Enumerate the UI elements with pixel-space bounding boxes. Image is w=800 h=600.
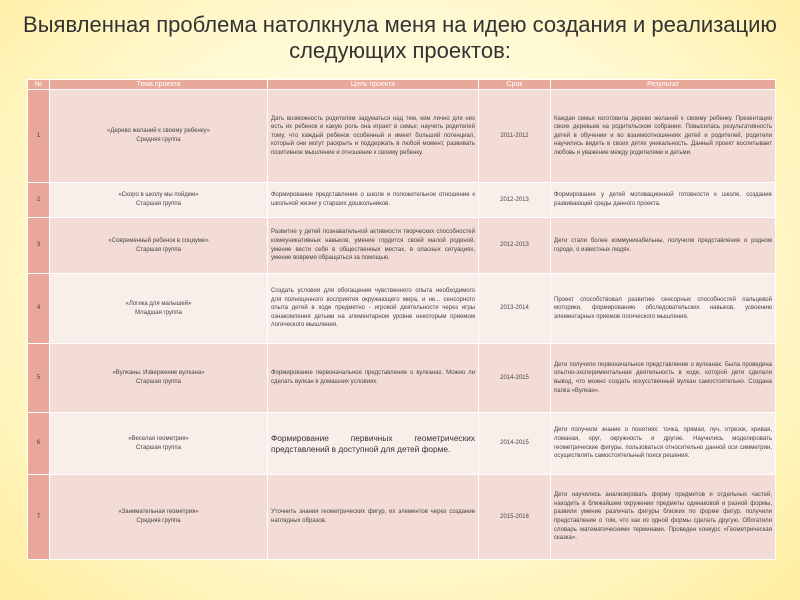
table-row xyxy=(28,90,776,183)
project-goal: Уточнить знания геометрических фигур, их элементов через создание наглядных образов. xyxy=(268,475,479,560)
header-num: № xyxy=(28,80,50,90)
project-goal: Формирование первичных геометрических представлений в доступной для детей форме. xyxy=(268,413,479,475)
project-term: 2014-2015 xyxy=(479,413,551,475)
project-group: Старшая группа xyxy=(135,201,182,207)
project-term: 2012-2013 xyxy=(479,218,551,274)
project-result: Дети стали более коммуникабельны, получили представления о родном городе, о известных людях. xyxy=(551,218,776,274)
project-theme: «Веселая геометрия» xyxy=(128,435,189,442)
table-row xyxy=(28,274,776,344)
project-group: Младшая группа xyxy=(135,309,182,316)
project-theme: «Дерево желаний к своему ребенку» xyxy=(107,128,210,135)
project-theme: «Логика для малышей» xyxy=(125,300,192,307)
project-theme-cell xyxy=(50,274,268,344)
project-group: Средняя группа xyxy=(136,518,181,524)
project-theme-cell xyxy=(50,183,268,218)
project-result: Дети получили знание о понятиях: точка, прямая, луч, отрезок, кривая, ломаная, круг, окружность и другие. Научились моделировать геометрические фигуры, пользоваться относительно данной оси симметрии, осуществлять самостоятельный поиск решения. xyxy=(551,413,776,475)
project-goal: Развитие у детей познавательной активности творческих способностей коммуникативных навыков, умение гордится своей малой родиной, умение вести себя в общественных местах, в опасных ситуациях, умение вовремя обращаться за помощью. xyxy=(268,218,479,274)
project-group: Старшая группа xyxy=(135,379,182,385)
project-goal: Формирование первоначальное представление о вулканах. Можно ли сделать вулкан в домашних условиях. xyxy=(268,344,479,413)
table-row xyxy=(28,413,776,475)
project-group: Старшая группа xyxy=(135,444,182,451)
project-theme: «Современный ребенок в социуме» xyxy=(108,237,209,244)
project-group: Старшая группа xyxy=(135,246,182,253)
table-row xyxy=(28,218,776,274)
row-number: 3 xyxy=(28,218,50,274)
project-term: 2012-2013 xyxy=(479,183,551,218)
row-number: 7 xyxy=(28,475,50,560)
project-term: 2013-2014 xyxy=(479,274,551,344)
project-goal: Формирование представление о школе и положительное отношение к школьной жизни у старших дошкольников. xyxy=(268,183,479,218)
project-result: Формирование у детей мотивационной готовности к школе, создание развивающей среды данного проекта. xyxy=(551,183,776,218)
project-theme: «Вулканы. Извержение вулкана» xyxy=(112,370,205,377)
project-theme-cell xyxy=(50,218,268,274)
row-number: 1 xyxy=(28,90,50,183)
table-header-row xyxy=(28,80,776,90)
header-term: Срок xyxy=(479,80,551,90)
project-result: Проект способствовал развитию сенсорных способностей пальцевой моторики, формированию обследовательских навыков, усвоению элементарных приемов логического мышления. xyxy=(551,274,776,344)
project-goal: Дать возможность родителям задуматься над тем, кем лично для них есть их ребенок и какую роль она играет в семье; научить родителей тому, что каждый ребенок особенный и имеет бoльший потенциал, который они могут раскрыть и поддержать в любой момент, развивать позитивное мышление и отношение к своему ребенку. xyxy=(268,90,479,183)
row-number: 4 xyxy=(28,274,50,344)
row-number: 2 xyxy=(28,183,50,218)
project-term: 2014-2015 xyxy=(479,344,551,413)
project-group: Средняя группа xyxy=(136,137,181,143)
table-row xyxy=(28,475,776,560)
project-term: 2011-2012 xyxy=(479,90,551,183)
row-number: 5 xyxy=(28,344,50,413)
projects-table xyxy=(27,79,776,560)
header-goal: Цель проекта xyxy=(268,80,479,90)
project-result: Дети получили первоначальное представление о вулканах. Была проведена опытно-экспериментальная деятельность в ходе, которой дети сделали вывод, что можно создать искусственный вулкан самостоятельно. Создана папка «Вулкан». xyxy=(551,344,776,413)
header-result: Результат xyxy=(551,80,776,90)
project-goal: Создать условия для обогащения чувственного опыта необходимого для полноценного восприятия окружающего мира, и не... сенсорного опыта детей в ходе предметно - игровой деятельности через игры ознакомления детьми на элементарном уровне некоторым приемом логического мышления. xyxy=(268,274,479,344)
table-row xyxy=(28,183,776,218)
project-result: Дети научились анализировать форму предметов и отдельных частей, находить в ближайшем окружении предметы одинаковой и разной формы, развили умение различать фигуры близких по форме фигур, получили представление о том, что как из одной формы сделать другую. Обогатили словарь математическими терминами. Проведен конкурс «Геометрическая сказка». xyxy=(551,475,776,560)
project-theme-cell xyxy=(50,344,268,413)
project-theme: «Занимательная геометрия» xyxy=(118,509,199,516)
project-theme-cell xyxy=(50,413,268,475)
project-term: 2015-2016 xyxy=(479,475,551,560)
project-theme-cell xyxy=(50,90,268,183)
table-row xyxy=(28,344,776,413)
project-theme-cell xyxy=(50,475,268,560)
project-theme: «Скоро в школу мы пойдем» xyxy=(118,192,199,199)
project-result: Каждая семья изготовила дерево желаний к своему ребенку. Презентация своих деревьев на родительском собрании. Повысилась результативность детей в обучении и во взаимоотношениях детей и родителей, родители научились видеть в своих детях уникальность. Данный проект воспитывает любовь и уважение между родителями и детьми. xyxy=(551,90,776,183)
row-number: 6 xyxy=(28,413,50,475)
page-title: Выявленная проблема натолкнула меня на идею создания и реализацию следующих проектов: xyxy=(23,12,777,63)
header-theme: Тема проекта xyxy=(50,80,268,90)
